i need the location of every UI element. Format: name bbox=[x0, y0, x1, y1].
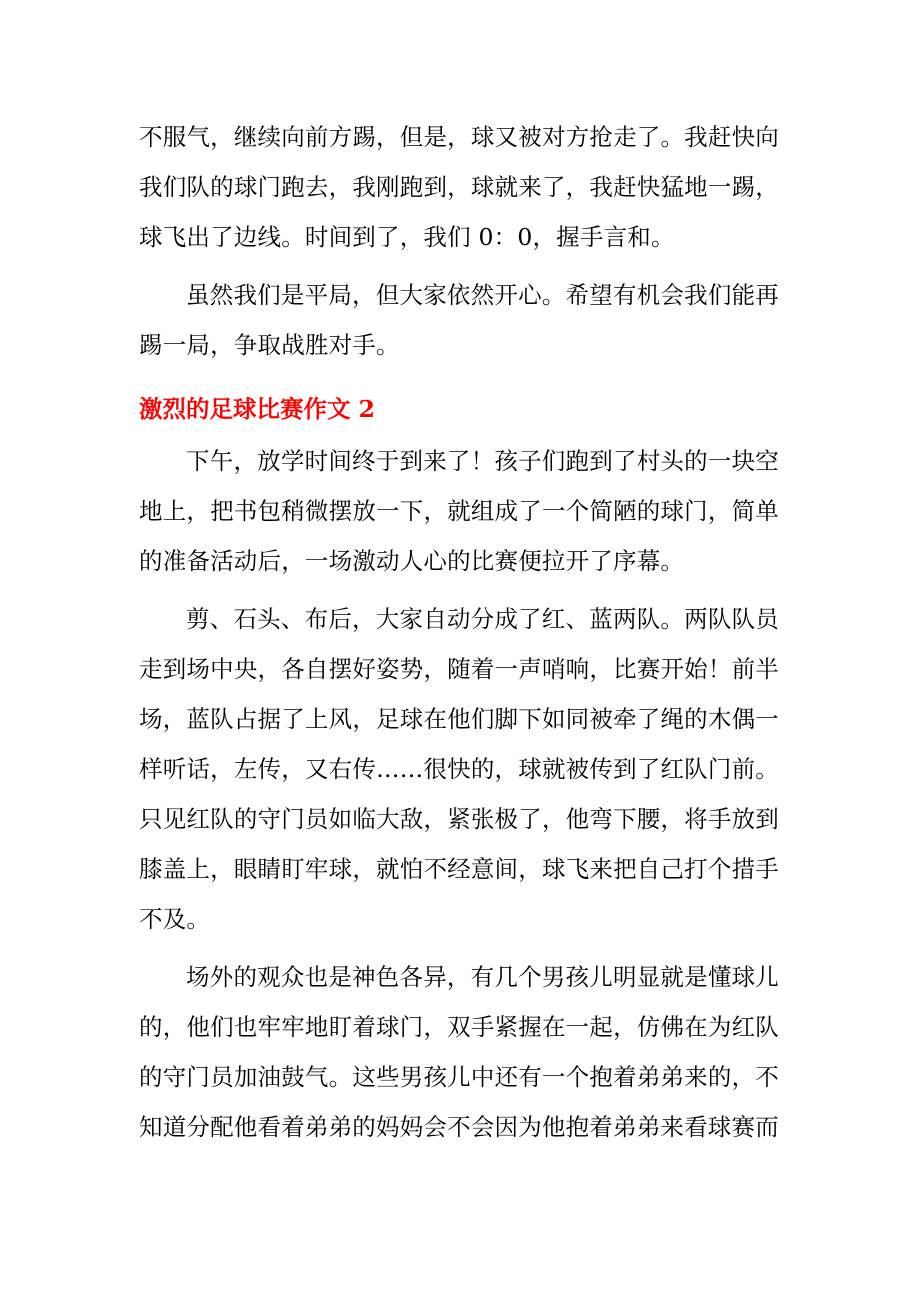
paragraph-continuation: 不服气，继续向前方踢，但是，球又被对方抢走了。我赶快向我们队的球门跑去，我刚跑到，球就来了，我赶快猛地一踢，球飞出了边线。时间到了，我们 0：0，握手言和。 bbox=[139, 123, 779, 251]
document-page bbox=[139, 112, 779, 1152]
section-heading: 激烈的足球比赛作文 2 bbox=[139, 395, 376, 423]
paragraph-gap bbox=[139, 262, 779, 270]
paragraph-gap bbox=[139, 944, 779, 952]
paragraph-intro: 下午，放学时间终于到来了！孩子们跑到了村头的一块空地上，把书包稍微摆放一下，就组成了一个简陋的球门，简单的准备活动后，一场激动人心的比赛便拉开了序幕。 bbox=[139, 447, 779, 575]
paragraph-audience: 场外的观众也是神色各异，有几个男孩儿明显就是懂球儿的，他们也牢牢地盯着球门，双手紧握在一起，仿佛在为红队的守门员加油鼓气。这些男孩儿中还有一个抱着弟弟来的，不知道分配他看着弟弟的妈妈会不会因为他抱着弟弟来看球赛而 bbox=[139, 963, 779, 1141]
paragraph-match: 剪、石头、布后，大家自动分成了红、蓝两队。两队队员走到场中央，各自摆好姿势，随着一声哨响，比赛开始！前半场，蓝队占据了上风，足球在他们脚下如同被牵了绳的木偶一样听话，左传，又右传……很快的，球就被传到了红队门前。只见红队的守门员如临大敌，紧张极了，他弯下腰，将手放到膝盖上，眼睛盯牢球，就怕不经意间，球飞来把自己打个措手不及。 bbox=[139, 605, 779, 933]
paragraph-gap bbox=[139, 586, 779, 594]
paragraph-conclusion: 虽然我们是平局，但大家依然开心。希望有机会我们能再踢一局，争取战胜对手。 bbox=[139, 281, 779, 359]
